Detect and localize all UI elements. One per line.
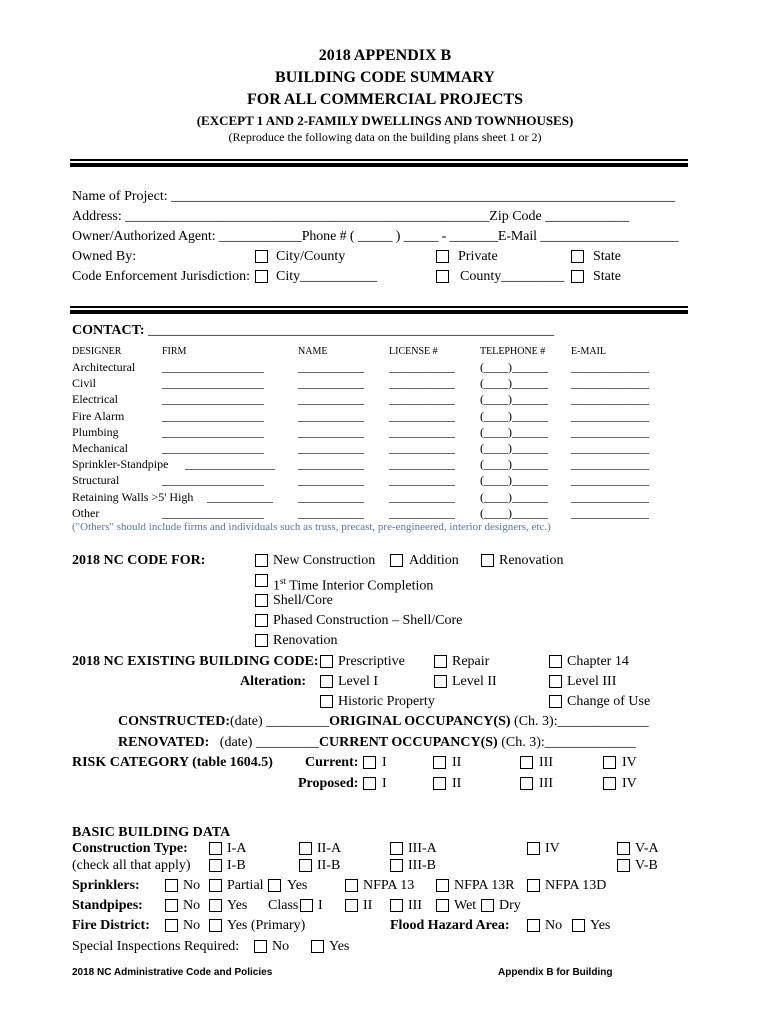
construction-type-checkbox[interactable] [617,842,630,855]
construction-type-checkbox[interactable] [209,859,222,872]
email-field[interactable]: _____________ [571,376,649,391]
current-risk-label: IV [622,755,637,770]
sprinklers-partial-label: Partial [227,878,264,893]
email-field[interactable]: _____________ [571,441,649,455]
proposed-risk-label: III [539,776,553,791]
dry-label: Dry [499,898,521,913]
telephone-field[interactable]: (____)______ [480,376,548,391]
sprinklers-no-label: No [183,878,201,893]
standpipes-no-label: No [183,898,201,913]
level1-checkbox[interactable] [320,675,333,688]
proposed-risk-label: IV [622,776,637,791]
constructed-row [118,713,649,731]
jurisdiction-state-checkbox[interactable] [571,270,584,283]
construction-type-checkbox[interactable] [299,859,312,872]
first-time-sup: st [280,576,287,586]
contact-heading [72,322,554,340]
email-field[interactable]: _____________ [571,457,649,472]
license-field[interactable]: ___________ [389,360,455,374]
owner-field[interactable]: Owner/Authorized Agent: ____________Phone # ( _____ ) _____ - _______E-Mail ____________________ [72,229,679,244]
construction-type-label: IV [545,841,560,856]
renovated-label: RENOVATED: [118,735,210,750]
addition-label: Addition [409,553,459,568]
telephone-field[interactable]: (____)______ [480,360,548,374]
renovation-checkbox[interactable] [255,634,268,647]
license-field[interactable]: ___________ [389,473,455,488]
owned-city-county-checkbox[interactable] [255,250,268,263]
special-inspections-label: Special Inspections Required: [72,939,240,954]
nfpa13r-checkbox[interactable] [436,879,449,892]
owned-state-label: State [593,249,621,264]
owned-city-county-label: City/County [276,249,346,264]
proposed-risk-checkbox[interactable] [363,777,376,790]
standpipes-label: Standpipes: [72,898,143,913]
risk-current-label: Current: [305,755,359,770]
license-field[interactable]: ___________ [389,408,455,423]
new-construction-label: New Construction [273,553,376,568]
construction-type-label: I-B [227,858,246,873]
construction-type-checkbox[interactable] [209,842,222,855]
divider-thick [70,163,688,167]
shell-core-checkbox[interactable] [255,594,268,607]
telephone-field[interactable]: (____)______ [480,441,548,455]
firm-field[interactable]: _________________ [162,392,264,407]
fire-district-yes-checkbox[interactable] [209,919,222,932]
telephone-field[interactable]: (____)______ [480,424,548,439]
title-line-1: 2018 APPENDIX B [318,47,452,64]
construction-type-label: I-A [227,841,247,856]
proposed-risk-checkbox[interactable] [603,777,616,790]
nfpa13-checkbox[interactable] [345,879,358,892]
name-field[interactable]: ___________ [298,392,364,407]
license-field[interactable]: ___________ [389,392,455,407]
telephone-field[interactable]: (____)______ [480,489,548,504]
email-field[interactable]: _____________ [571,424,649,439]
name-field[interactable]: ___________ [298,457,364,472]
email-field[interactable]: _____________ [571,489,649,504]
historic-property-label: Historic Property [338,694,435,709]
renovation-top-label: Renovation [499,553,564,568]
name-field[interactable]: ___________ [298,489,364,504]
designer-label: Electrical [72,392,118,407]
construction-type-label: Construction Type: [72,841,188,856]
fire-district-no-label: No [183,918,201,933]
construction-type-label: V-A [635,841,659,856]
construction-type-label: III-B [408,858,436,873]
change-of-use-checkbox[interactable] [549,695,562,708]
risk-proposed-label: Proposed: [298,776,359,791]
construction-type-checkbox[interactable] [390,859,403,872]
construction-type-checkbox[interactable] [617,859,630,872]
telephone-field[interactable]: (____)______ [480,457,548,472]
firm-field[interactable]: _________________ [162,408,264,423]
level3-label: Level III [567,674,617,689]
title-line-4: (EXCEPT 1 AND 2-FAMILY DWELLINGS AND TOWNHOUSES) [196,113,574,128]
license-field[interactable]: ___________ [389,424,455,439]
firm-field[interactable]: _________________ [162,424,264,439]
project-name-field[interactable]: Name of Project: ________________________________________________________________________ [72,189,676,204]
phased-construction-label: Phased Construction – Shell/Core [273,613,463,628]
contact-blank[interactable]: __________________________________________________________ [148,323,555,338]
chapter14-label: Chapter 14 [567,654,629,669]
current-risk-checkbox[interactable] [363,756,376,769]
telephone-field[interactable]: (____)______ [480,408,548,423]
level1-label: Level I [338,674,379,689]
constructed-label: CONSTRUCTED: [118,714,231,729]
addition-checkbox[interactable] [390,554,403,567]
current-risk-label: II [452,755,462,770]
existing-code-label: 2018 NC EXISTING BUILDING CODE: [72,654,319,669]
contact-note: ("Others" should include firms and individuals such as truss, precast, pre-engineered, interior designers, etc.) [72,521,551,533]
telephone-field[interactable]: (____)______ [480,392,548,407]
construction-type-label: II-A [317,841,342,856]
check-all-label: (check all that apply) [72,858,191,873]
construction-type-label: II-B [317,858,341,873]
firm-field[interactable]: ___________ [207,489,273,504]
fire-district-yes-label: Yes (Primary) [227,918,306,933]
standpipes-yes-checkbox[interactable] [209,899,222,912]
flood-no-checkbox[interactable] [527,919,540,932]
divider-thick [70,310,688,314]
firm-field[interactable]: _________________ [162,376,264,391]
class-ii-checkbox[interactable] [345,899,358,912]
phased-construction-checkbox[interactable] [255,614,268,627]
flood-yes-label: Yes [590,918,611,933]
standpipes-yes-label: Yes [227,898,248,913]
subtitle-instruction: (Reproduce the following data on the building plans sheet 1 or 2) [228,130,542,144]
level2-label: Level II [452,674,497,689]
telephone-field[interactable]: (____)______ [480,505,548,520]
original-occupancy-ch: (Ch. 3) [510,714,554,729]
firm-field[interactable]: _________________ [162,473,264,488]
email-field[interactable]: _____________ [571,392,649,407]
construction-type-checkbox[interactable] [527,842,540,855]
class-ii-label: II [363,898,373,913]
prescriptive-checkbox[interactable] [320,655,333,668]
current-occupancy-field[interactable]: _____________ [544,735,636,750]
sprinklers-no-checkbox[interactable] [165,879,178,892]
repair-label: Repair [452,654,490,669]
divider-thin [70,159,688,161]
current-occupancy-label: CURRENT OCCUPANCY(S) [318,735,498,750]
flood-hazard-label: Flood Hazard Area: [390,918,510,933]
construction-type-checkbox[interactable] [390,842,403,855]
wet-checkbox[interactable] [436,899,449,912]
current-risk-label: III [539,755,553,770]
repair-checkbox[interactable] [434,655,447,668]
proposed-risk-label: I [382,776,387,791]
telephone-field[interactable]: (____)______ [480,473,548,488]
nfpa13-label: NFPA 13 [363,878,415,893]
class-label: Class [268,898,299,913]
basic-data-title: BASIC BUILDING DATA [72,825,231,840]
designer-label: Mechanical [72,441,128,455]
first-time-interior-checkbox[interactable] [255,574,268,587]
designer-label: Structural [72,473,120,488]
title-line-2: BUILDING CODE SUMMARY [275,69,495,86]
proposed-risk-checkbox[interactable] [520,777,533,790]
proposed-risk-checkbox[interactable] [433,777,446,790]
jurisdiction-county-label: County_________ [460,269,565,284]
name-field[interactable]: ___________ [298,441,364,455]
jurisdiction-county-checkbox[interactable] [436,270,449,283]
current-risk-checkbox[interactable] [603,756,616,769]
license-field[interactable]: ___________ [389,505,455,520]
shell-core-label: Shell/Core [273,593,333,608]
constructed-date-field[interactable]: (date) _________ [230,714,330,729]
construction-type-label: III-A [408,841,437,856]
fire-district-no-checkbox[interactable] [165,919,178,932]
col-header-firm: FIRM [162,346,187,357]
sprinklers-label: Sprinklers: [72,878,140,893]
sprinklers-partial-checkbox[interactable] [209,879,222,892]
chapter14-checkbox[interactable] [549,655,562,668]
change-of-use-label: Change of Use [567,694,651,709]
owned-state-checkbox[interactable] [571,250,584,263]
designer-label: Plumbing [72,424,119,439]
nc-code-label: 2018 NC CODE FOR: [72,553,206,568]
nfpa13d-label: NFPA 13D [545,878,607,893]
name-field[interactable]: ___________ [298,376,364,391]
jurisdiction-city-label: City___________ [276,269,378,284]
col-header-email: E-MAIL [571,346,606,357]
designer-label: Civil [72,376,97,391]
renovated-row [118,734,636,752]
firm-field[interactable]: _________________ [162,360,264,374]
title-line-3: FOR ALL COMMERCIAL PROJECTS [246,91,524,108]
nfpa13d-checkbox[interactable] [527,879,540,892]
current-risk-checkbox[interactable] [520,756,533,769]
jurisdiction-state-label: State [593,269,621,284]
name-field[interactable]: ___________ [298,505,364,520]
fire-district-label: Fire District: [72,918,150,933]
standpipes-no-checkbox[interactable] [165,899,178,912]
divider-thin [70,306,688,308]
designer-label: Sprinkler-Standpipe [72,457,169,472]
current-risk-label: I [382,755,387,770]
license-field[interactable]: ___________ [389,441,455,455]
owned-private-checkbox[interactable] [436,250,449,263]
dry-checkbox[interactable] [481,899,494,912]
special-inspections-no-label: No [272,939,290,954]
new-construction-checkbox[interactable] [255,554,268,567]
owned-by-label: Owned By: [72,249,137,264]
license-field[interactable]: ___________ [389,457,455,472]
designer-label: Other [72,505,100,520]
historic-property-checkbox[interactable] [320,695,333,708]
current-risk-checkbox[interactable] [433,756,446,769]
sprinklers-yes-label: Yes [287,878,308,893]
wet-label: Wet [454,898,477,913]
construction-type-label: V-B [635,858,658,873]
construction-type-checkbox[interactable] [299,842,312,855]
current-occupancy-ch: (Ch. 3): [497,735,545,750]
name-field[interactable]: ___________ [298,408,364,423]
owned-private-label: Private [458,249,498,264]
email-field[interactable]: _____________ [571,505,649,520]
special-inspections-no-checkbox[interactable] [254,940,267,953]
footer-right: Appendix B for Building [498,967,613,978]
class-iii-label: III [408,898,422,913]
risk-category-label: RISK CATEGORY (table 1604.5) [72,755,273,770]
col-header-telephone: TELEPHONE # [480,346,546,357]
col-header-name: NAME [298,346,328,357]
name-field[interactable]: ___________ [298,424,364,439]
firm-field[interactable]: _______________ [185,457,275,472]
name-field[interactable]: ___________ [298,360,364,374]
level2-checkbox[interactable] [434,675,447,688]
class-i-checkbox[interactable] [300,899,313,912]
email-field[interactable]: _____________ [571,360,649,374]
jurisdiction-label: Code Enforcement Jurisdiction: [72,269,251,284]
license-field[interactable]: ___________ [389,376,455,391]
firm-field[interactable]: _________________ [162,441,264,455]
designer-label: Retaining Walls >5' High [72,489,194,504]
first-time-text: Time Interior Completion [286,578,434,594]
class-iii-checkbox[interactable] [390,899,403,912]
nfpa13r-label: NFPA 13R [454,878,515,893]
renovation-label: Renovation [273,633,338,648]
original-occupancy-field[interactable]: :_____________ [553,714,649,729]
jurisdiction-city-checkbox[interactable] [255,270,268,283]
sprinklers-yes-checkbox[interactable] [268,879,281,892]
license-field[interactable]: ___________ [389,489,455,504]
address-field[interactable]: Address: ____________________________________________________Zip Code ____________ [72,209,630,224]
renovated-date-field[interactable]: (date) _________ [219,735,319,750]
footer-left: 2018 NC Administrative Code and Policies [72,967,273,978]
special-inspections-yes-checkbox[interactable] [311,940,324,953]
first-time-number: 1 [273,578,280,594]
proposed-risk-label: II [452,776,462,791]
prescriptive-label: Prescriptive [338,654,405,669]
designer-label: Architectural [72,360,136,374]
email-field[interactable]: _____________ [571,408,649,423]
contact-label: CONTACT: [72,323,145,338]
designer-label: Fire Alarm [72,408,125,423]
flood-no-label: No [545,918,563,933]
firm-field[interactable]: _________________ [162,505,264,520]
col-header-license: LICENSE # [389,346,438,357]
class-i-label: I [318,898,323,913]
col-header-designer: DESIGNER [72,346,122,357]
email-field[interactable]: _____________ [571,473,649,488]
level3-checkbox[interactable] [549,675,562,688]
name-field[interactable]: ___________ [298,473,364,488]
flood-yes-checkbox[interactable] [572,919,585,932]
renovation-top-checkbox[interactable] [481,554,494,567]
special-inspections-yes-label: Yes [329,939,350,954]
original-occupancy-label: ORIGINAL OCCUPANCY(S) [329,714,511,729]
alteration-label: Alteration: [240,674,307,689]
